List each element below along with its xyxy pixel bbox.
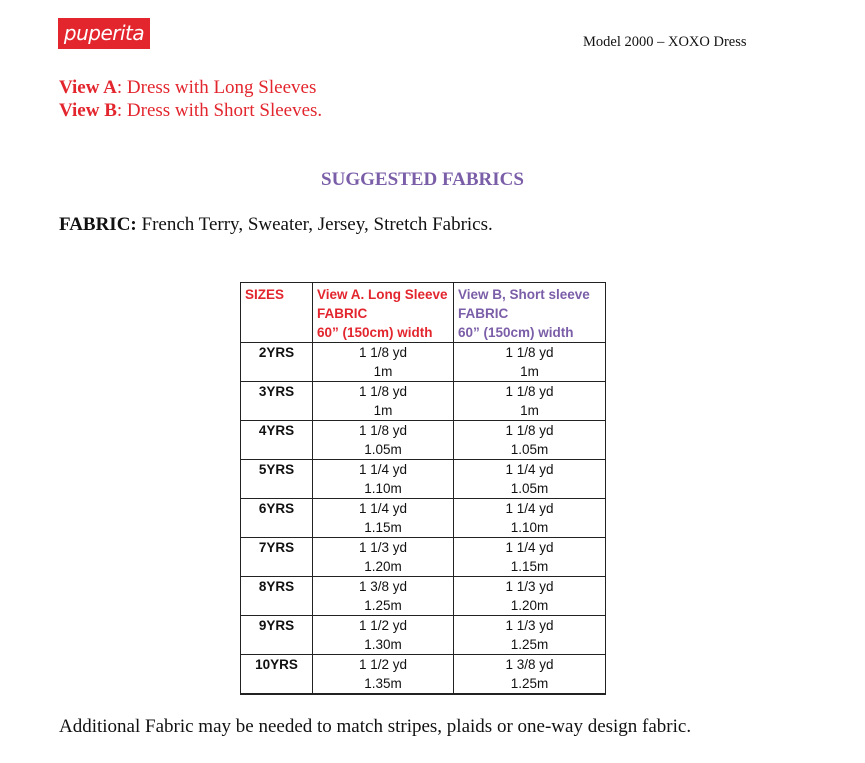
table-row <box>241 499 606 538</box>
size-cell-line: 6YRS <box>258 501 295 516</box>
view-b-cell-line: 1.15m <box>510 559 549 574</box>
size-cell-line: 2YRS <box>258 345 295 360</box>
view-b-cell-line: 1.05m <box>510 442 549 457</box>
table-row <box>241 460 606 499</box>
size-cell-line: 10YRS <box>255 657 298 672</box>
view-a-cell-line: 1.20m <box>364 559 402 574</box>
view-a-cell-line: 1 1/2 yd <box>358 657 408 672</box>
table-row <box>241 577 606 616</box>
view-b-cell <box>454 655 606 695</box>
view-b-cell-line: 1.25m <box>510 637 549 652</box>
view-a-label: View A <box>59 77 117 98</box>
size-cell <box>241 577 313 616</box>
view-b-cell-line: 1m <box>520 364 539 379</box>
view-a-cell <box>313 421 454 460</box>
additional-fabric-note: Additional Fabric may be needed to match stripes, plaids or one-way design fabric. <box>59 716 692 737</box>
view-b-label: View B <box>59 100 117 121</box>
view-b-cell-line: 1 1/4 yd <box>505 540 554 555</box>
view-b-cell <box>454 460 606 499</box>
view-a-cell-line: 1 1/8 yd <box>358 384 408 399</box>
view-b-cell-line: 1 1/4 yd <box>505 501 554 516</box>
view-b-cell <box>454 421 606 460</box>
size-cell-line: 7YRS <box>258 540 295 555</box>
view-b-cell <box>454 499 606 538</box>
view-b-cell-line: 1.25m <box>510 676 549 691</box>
table-row <box>241 538 606 577</box>
size-cell-line: 9YRS <box>258 618 295 633</box>
view-a-line <box>59 76 322 99</box>
table-row <box>241 616 606 655</box>
view-a-cell <box>313 538 454 577</box>
size-cell <box>241 655 313 695</box>
view-b-cell-line: 1.20m <box>510 598 549 613</box>
view-b-cell-line: 1 1/8 yd <box>505 345 554 360</box>
view-b-cell-line: 1m <box>520 403 539 418</box>
view-a-cell-line: 1 1/4 yd <box>358 462 408 477</box>
view-a-cell <box>313 343 454 382</box>
view-a-cell-line: 1 1/2 yd <box>358 618 408 633</box>
views-list <box>59 76 322 122</box>
suggested-fabrics-heading: SUGGESTED FABRICS <box>321 169 524 190</box>
view-a-header-line: View A. Long Sleeve <box>317 287 448 302</box>
view-a-cell-line: 1.35m <box>364 676 402 691</box>
view-a-cell-line: 1m <box>373 364 393 379</box>
view-a-cell-line: 1.10m <box>364 481 402 496</box>
table-row <box>241 382 606 421</box>
view-a-cell <box>313 616 454 655</box>
view-b-header-line: 60” (150cm) width <box>458 325 574 340</box>
view-b-cell-line: 1.10m <box>510 520 549 535</box>
size-cell <box>241 421 313 460</box>
view-b-cell-line: 1 1/8 yd <box>505 423 554 438</box>
view-b-cell-line: 1 3/8 yd <box>505 657 554 672</box>
brand-logo: puperita <box>58 18 150 49</box>
table-header-row <box>241 283 606 343</box>
view-a-text: : Dress with Long Sleeves <box>116 77 317 98</box>
view-a-cell-line: 1.05m <box>364 442 402 457</box>
view-a-header-line: FABRIC <box>317 306 368 321</box>
view-a-cell-line: 1.30m <box>364 637 402 652</box>
fabric-label: FABRIC: <box>59 214 137 235</box>
view-b-cell <box>454 538 606 577</box>
size-cell <box>241 538 313 577</box>
view-a-cell <box>313 655 454 695</box>
size-cell-line: 5YRS <box>258 462 295 477</box>
view-b-cell <box>454 343 606 382</box>
view-a-cell-line: 1 3/8 yd <box>358 579 408 594</box>
view-a-cell-line: 1 1/4 yd <box>358 501 408 516</box>
view-b-cell-line: 1 1/3 yd <box>505 579 554 594</box>
view-b-cell <box>454 616 606 655</box>
view-b-header <box>454 283 606 343</box>
view-a-cell <box>313 577 454 616</box>
view-b-header-line: View B, Short sleeve <box>458 287 590 302</box>
view-b-cell-line: 1.05m <box>510 481 549 496</box>
view-b-header-line: FABRIC <box>458 306 509 321</box>
view-a-header <box>313 283 454 343</box>
view-b-cell-line: 1 1/4 yd <box>505 462 554 477</box>
view-a-header-line: 60” (150cm) width <box>317 325 433 340</box>
view-b-line <box>59 99 322 122</box>
size-cell <box>241 460 313 499</box>
view-a-cell-line: 1 1/8 yd <box>358 345 408 360</box>
fabric-size-table <box>240 282 606 695</box>
size-cell-line: 3YRS <box>258 384 295 399</box>
size-cell <box>241 343 313 382</box>
view-b-cell <box>454 382 606 421</box>
view-b-cell-line: 1 1/3 yd <box>505 618 554 633</box>
size-cell-line: 4YRS <box>258 423 295 438</box>
size-cell-line: 8YRS <box>258 579 295 594</box>
view-a-cell-line: 1 1/3 yd <box>358 540 408 555</box>
size-cell <box>241 499 313 538</box>
view-a-cell <box>313 460 454 499</box>
table-row <box>241 655 606 695</box>
view-a-cell <box>313 499 454 538</box>
sizes-header: SIZES <box>241 283 313 343</box>
fabric-text: French Terry, Sweater, Jersey, Stretch Fabrics. <box>136 214 493 235</box>
view-a-cell-line: 1 1/8 yd <box>358 423 408 438</box>
view-a-cell-line: 1.25m <box>364 598 402 613</box>
table-row <box>241 343 606 382</box>
view-b-cell-line: 1 1/8 yd <box>505 384 554 399</box>
model-title: Model 2000 – XOXO Dress <box>583 34 747 50</box>
view-b-cell <box>454 577 606 616</box>
size-cell <box>241 382 313 421</box>
view-a-cell-line: 1.15m <box>364 520 402 535</box>
table-row <box>241 421 606 460</box>
view-b-text: : Dress with Short Sleeves. <box>116 100 323 121</box>
view-a-cell-line: 1m <box>373 403 393 418</box>
size-cell <box>241 616 313 655</box>
view-a-cell <box>313 382 454 421</box>
fabric-line <box>59 214 493 236</box>
